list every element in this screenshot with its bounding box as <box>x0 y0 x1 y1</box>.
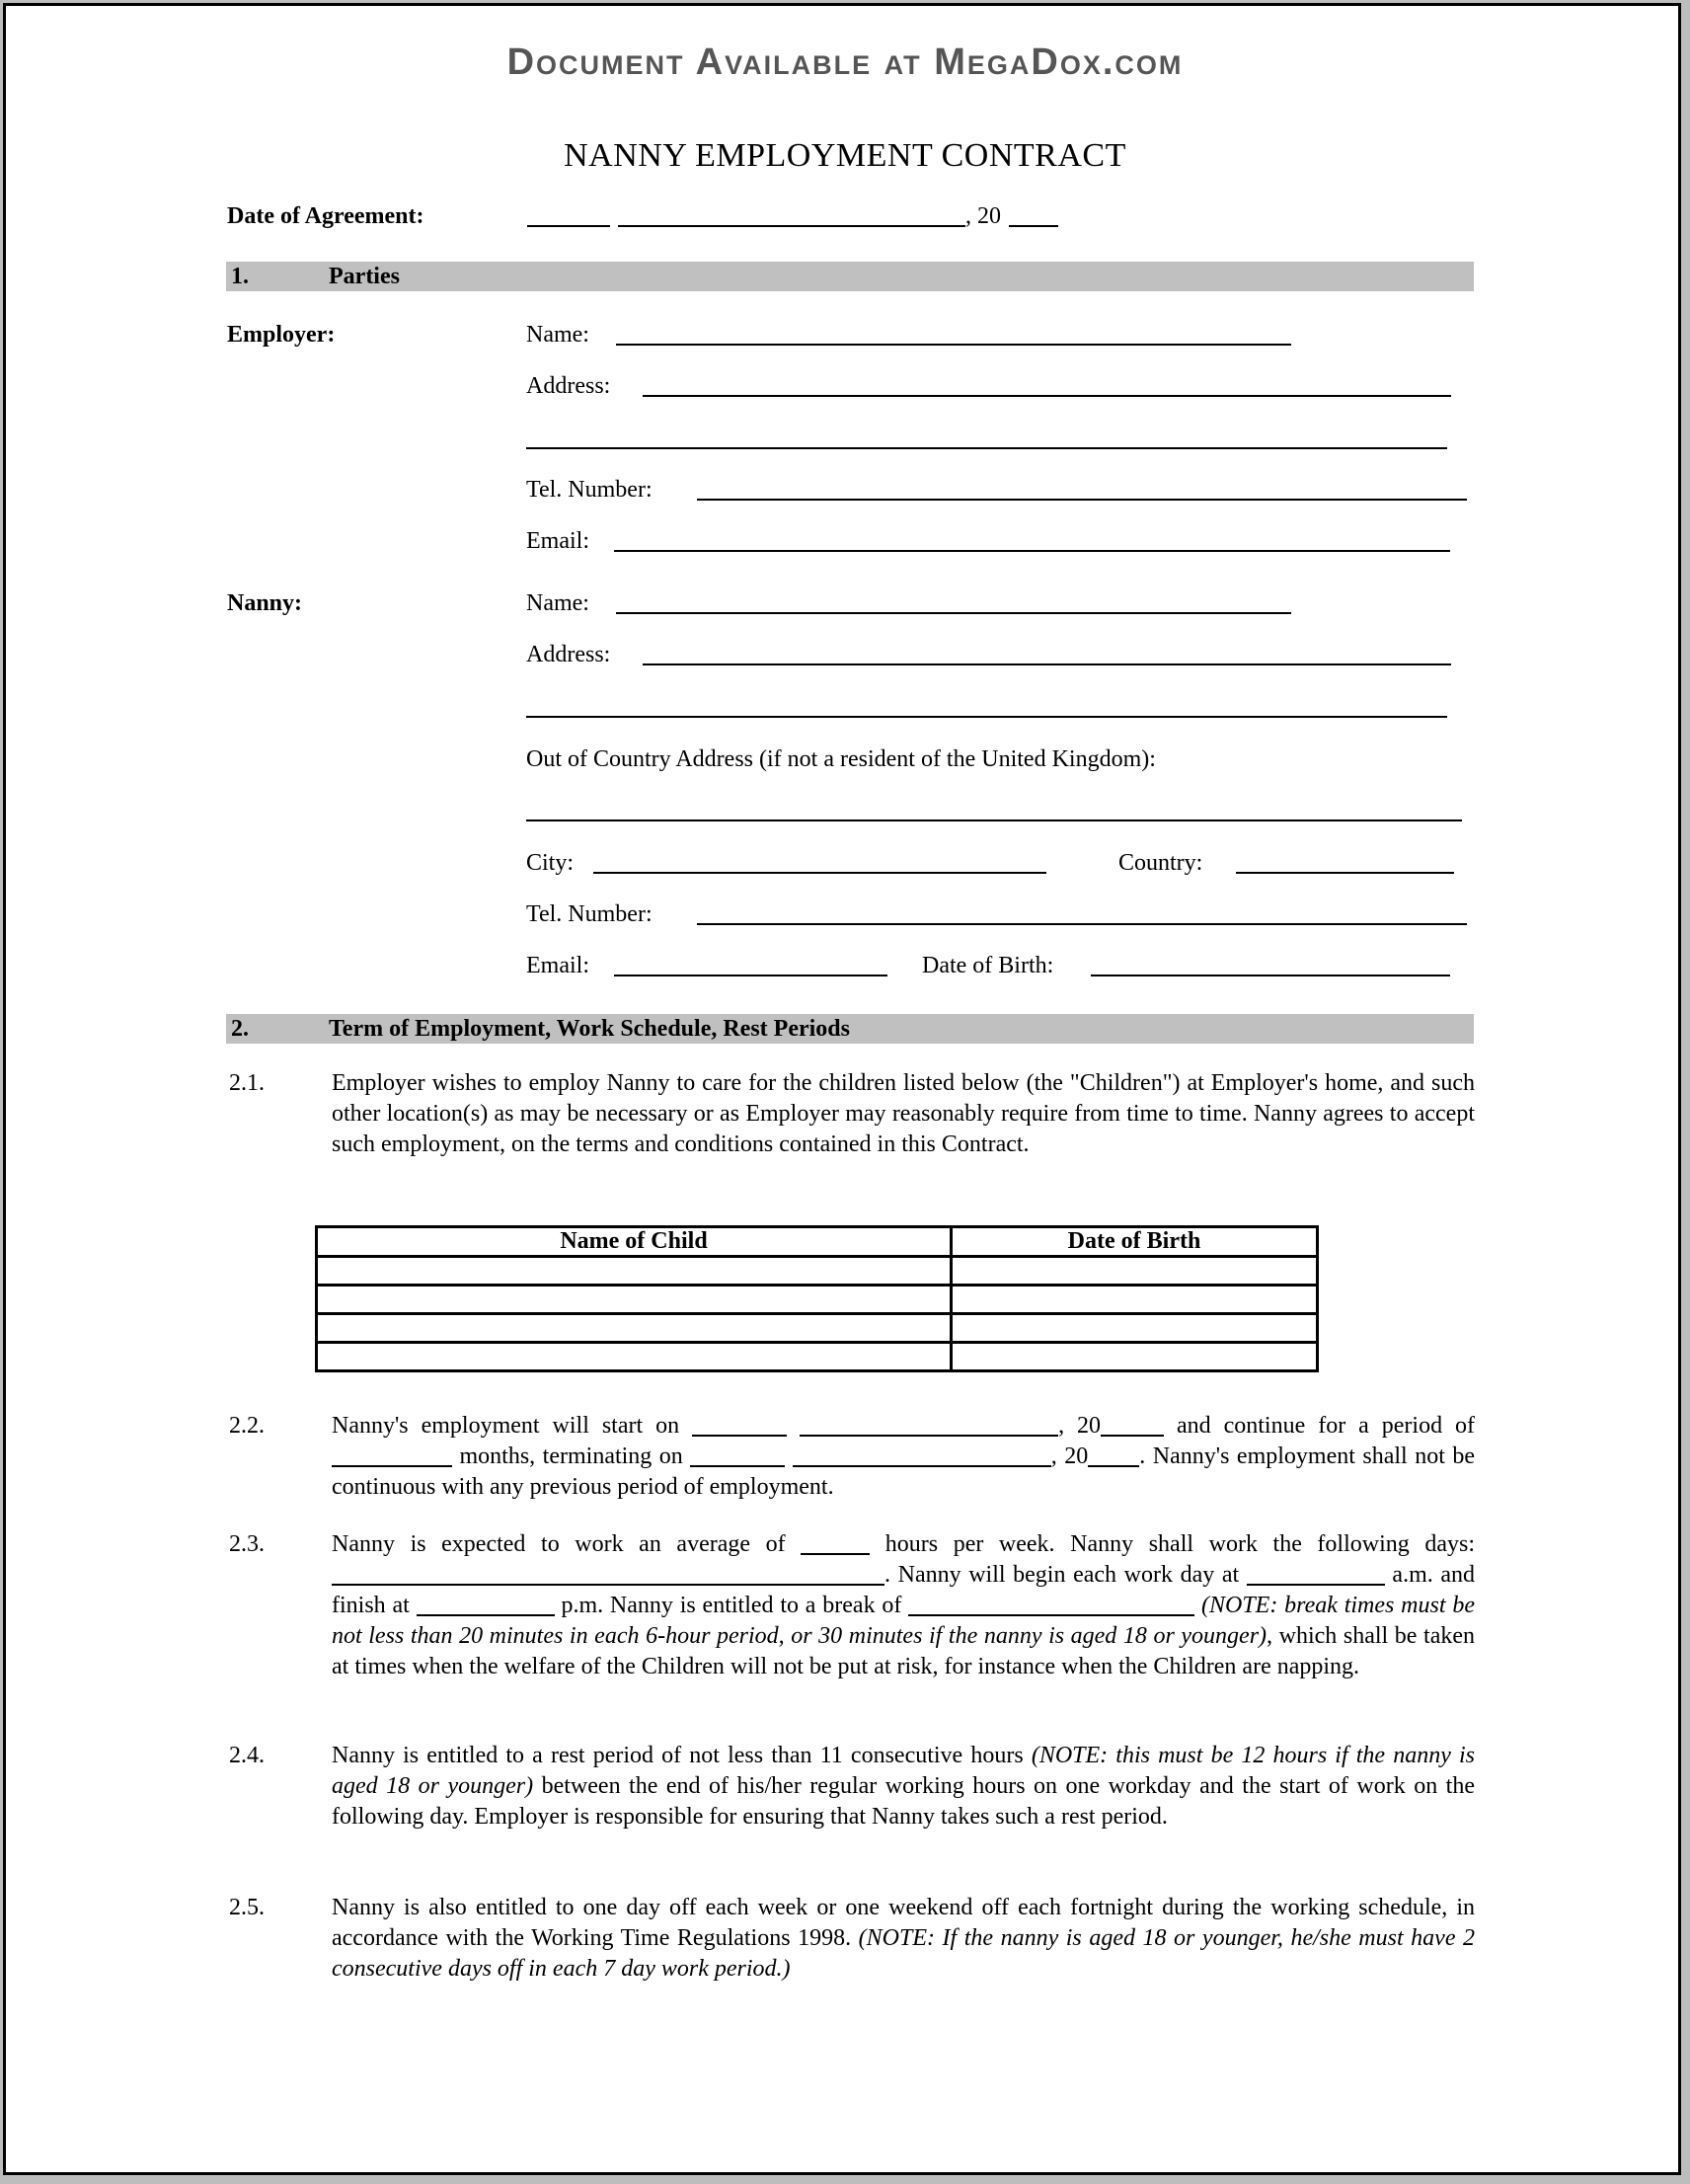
employer-address-field[interactable]: Address: <box>526 371 1451 401</box>
table-row <box>317 1314 1318 1343</box>
section-2-heading: 2. Term of Employment, Work Schedule, Rest Periods <box>226 1014 1474 1044</box>
nanny-address-line2[interactable] <box>526 692 1447 722</box>
start-month-blank[interactable] <box>800 1415 1058 1437</box>
end-day-blank[interactable] <box>690 1445 785 1467</box>
start-year-blank[interactable] <box>1101 1415 1164 1437</box>
date-of-agreement-field[interactable]: , 20 <box>527 201 1070 231</box>
child-dob-cell[interactable] <box>952 1343 1318 1371</box>
break-note: (NOTE: break times must be not less than 20 minutes in each 6-hour period, or 30 minutes if the nanny is aged 18 or younger) <box>332 1593 1475 1649</box>
employer-address-input[interactable] <box>643 395 1451 397</box>
nanny-address-input-2[interactable] <box>526 716 1447 718</box>
nanny-label: Nanny: <box>227 590 303 616</box>
year-blank[interactable] <box>1009 225 1058 227</box>
employer-email-field[interactable]: Email: <box>526 526 1450 556</box>
employer-address-line2[interactable] <box>526 424 1447 453</box>
break-blank[interactable] <box>908 1595 1194 1616</box>
out-of-country-line[interactable] <box>526 796 1462 825</box>
date-of-agreement-label: Date of Agreement: <box>227 203 424 229</box>
date-of-agreement-row <box>227 201 423 231</box>
month-blank[interactable] <box>618 225 965 227</box>
end-month-blank[interactable] <box>793 1445 1051 1467</box>
hours-blank[interactable] <box>801 1533 870 1555</box>
child-name-cell[interactable] <box>317 1343 952 1371</box>
table-header-row <box>317 1227 1318 1257</box>
section-1-heading: 1. Parties <box>226 262 1474 291</box>
months-blank[interactable] <box>332 1445 452 1467</box>
nanny-dob-input[interactable] <box>1091 975 1450 976</box>
nanny-city-input[interactable] <box>593 872 1046 874</box>
start-day-blank[interactable] <box>692 1415 787 1437</box>
day-blank[interactable] <box>527 225 610 227</box>
child-name-cell[interactable] <box>317 1257 952 1286</box>
child-dob-cell[interactable] <box>952 1286 1318 1314</box>
children-table <box>315 1225 1319 1372</box>
nanny-country-field[interactable]: Country: <box>1118 848 1454 878</box>
child-name-cell[interactable] <box>317 1314 952 1343</box>
end-year-blank[interactable] <box>1088 1445 1139 1467</box>
table-row <box>317 1286 1318 1314</box>
out-of-country-input[interactable] <box>526 819 1462 821</box>
nanny-dob-field[interactable]: Date of Birth: <box>922 951 1450 980</box>
nanny-country-input[interactable] <box>1236 872 1454 874</box>
nanny-name-field[interactable]: Name: <box>526 588 1291 618</box>
table-row <box>317 1343 1318 1371</box>
employer-name-input[interactable] <box>616 344 1291 346</box>
nanny-address-input[interactable] <box>643 663 1451 665</box>
nanny-tel-field[interactable]: Tel. Number: <box>526 899 1467 929</box>
child-dob-cell[interactable] <box>952 1257 1318 1286</box>
document-title: NANNY EMPLOYMENT CONTRACT <box>564 137 1126 174</box>
nanny-tel-input[interactable] <box>697 923 1467 925</box>
column-header-dob: Date of Birth <box>952 1227 1318 1257</box>
nanny-address-field[interactable]: Address: <box>526 640 1451 669</box>
employer-label: Employer: <box>227 322 336 348</box>
work-days-blank[interactable] <box>332 1564 884 1586</box>
watermark-header: Document Available at MegaDox.com <box>506 41 1184 83</box>
table-row <box>317 1257 1318 1286</box>
child-dob-cell[interactable] <box>952 1314 1318 1343</box>
employer-address-input-2[interactable] <box>526 447 1447 449</box>
finish-time-blank[interactable] <box>417 1595 555 1616</box>
column-header-name: Name of Child <box>317 1227 952 1257</box>
days-off-note: (NOTE: If the nanny is aged 18 or younger, he/she must have 2 consecutive days off in each 7 day work period.) <box>332 1925 1476 1982</box>
employer-name-field[interactable]: Name: <box>526 320 1291 350</box>
start-time-blank[interactable] <box>1247 1564 1385 1586</box>
nanny-email-field[interactable]: Email: <box>526 951 887 980</box>
document-page: Document Available at MegaDox.com NANNY EMPLOYMENT CONTRACT Date of Agreement: , 20 1. Parties Employer: Name: Address: Tel. Number: Email: Nanny: Name: Address: Out of Country Address (if not a resident of the United Kingdom): City: Country: Tel. Number: Email: Date of Birth: 2. Term of Employment, Work Schedule, Rest Periods 2.1. Employer wishes to employ Nanny to care for the children listed below (the "Children") at Employer's home, and such other location(s) as may be necessary or as Employer may reasonably require from time to time. Nanny agrees to accept such employment, on the terms and conditions contained in this Contract. Name of Child Date of Birth 2.2. Nanny's employment will start on , 20 and continue for a period of months, terminating on , 20 . Nanny's employment shall not be continuous with any previous period of employment. 2.3. Nanny is expected to work an average of hours per week. Nanny shall work the following days: . Nanny will begin each work day at a.m. and finish at p.m. Nanny is entitled to a break of (NOTE: break times must be not less than 20 minutes in each 6-hour period, or 30 minutes if the nanny is aged 18 or younger), which shall be taken at times when the welfare of the Children will not be put at risk, for instance when the Children are napping. 2.4. Nanny is entitled to a rest period of not less than 11 consecutive hours (NOTE: this must be 12 hours if the nanny is aged 18 or younger) between the end of his/her regular working hours on one workday and the start of work on the following day. Employer is responsible for ensuring that Nanny takes such a rest period. 2.5. Nanny is also entitled to one day off each week or one weekend off each fortnight during the working schedule, in accordance with the Working Time Regulations 1998. (NOTE: If the nanny is aged 18 or younger, he/she must have 2 consecutive days off in each 7 day work period.) <box>3 3 1681 2175</box>
child-name-cell[interactable] <box>317 1286 952 1314</box>
employer-email-input[interactable] <box>614 550 1450 552</box>
nanny-city-field[interactable]: City: <box>526 848 1046 878</box>
out-of-country-label: Out of Country Address (if not a resident of the United Kingdom): <box>526 746 1156 772</box>
nanny-email-input[interactable] <box>614 975 887 976</box>
employer-tel-input[interactable] <box>697 499 1467 501</box>
rest-note: (NOTE: this must be 12 hours if the nanny is aged 18 or younger) <box>332 1743 1476 1799</box>
employer-tel-field[interactable]: Tel. Number: <box>526 475 1467 505</box>
nanny-name-input[interactable] <box>616 612 1291 614</box>
